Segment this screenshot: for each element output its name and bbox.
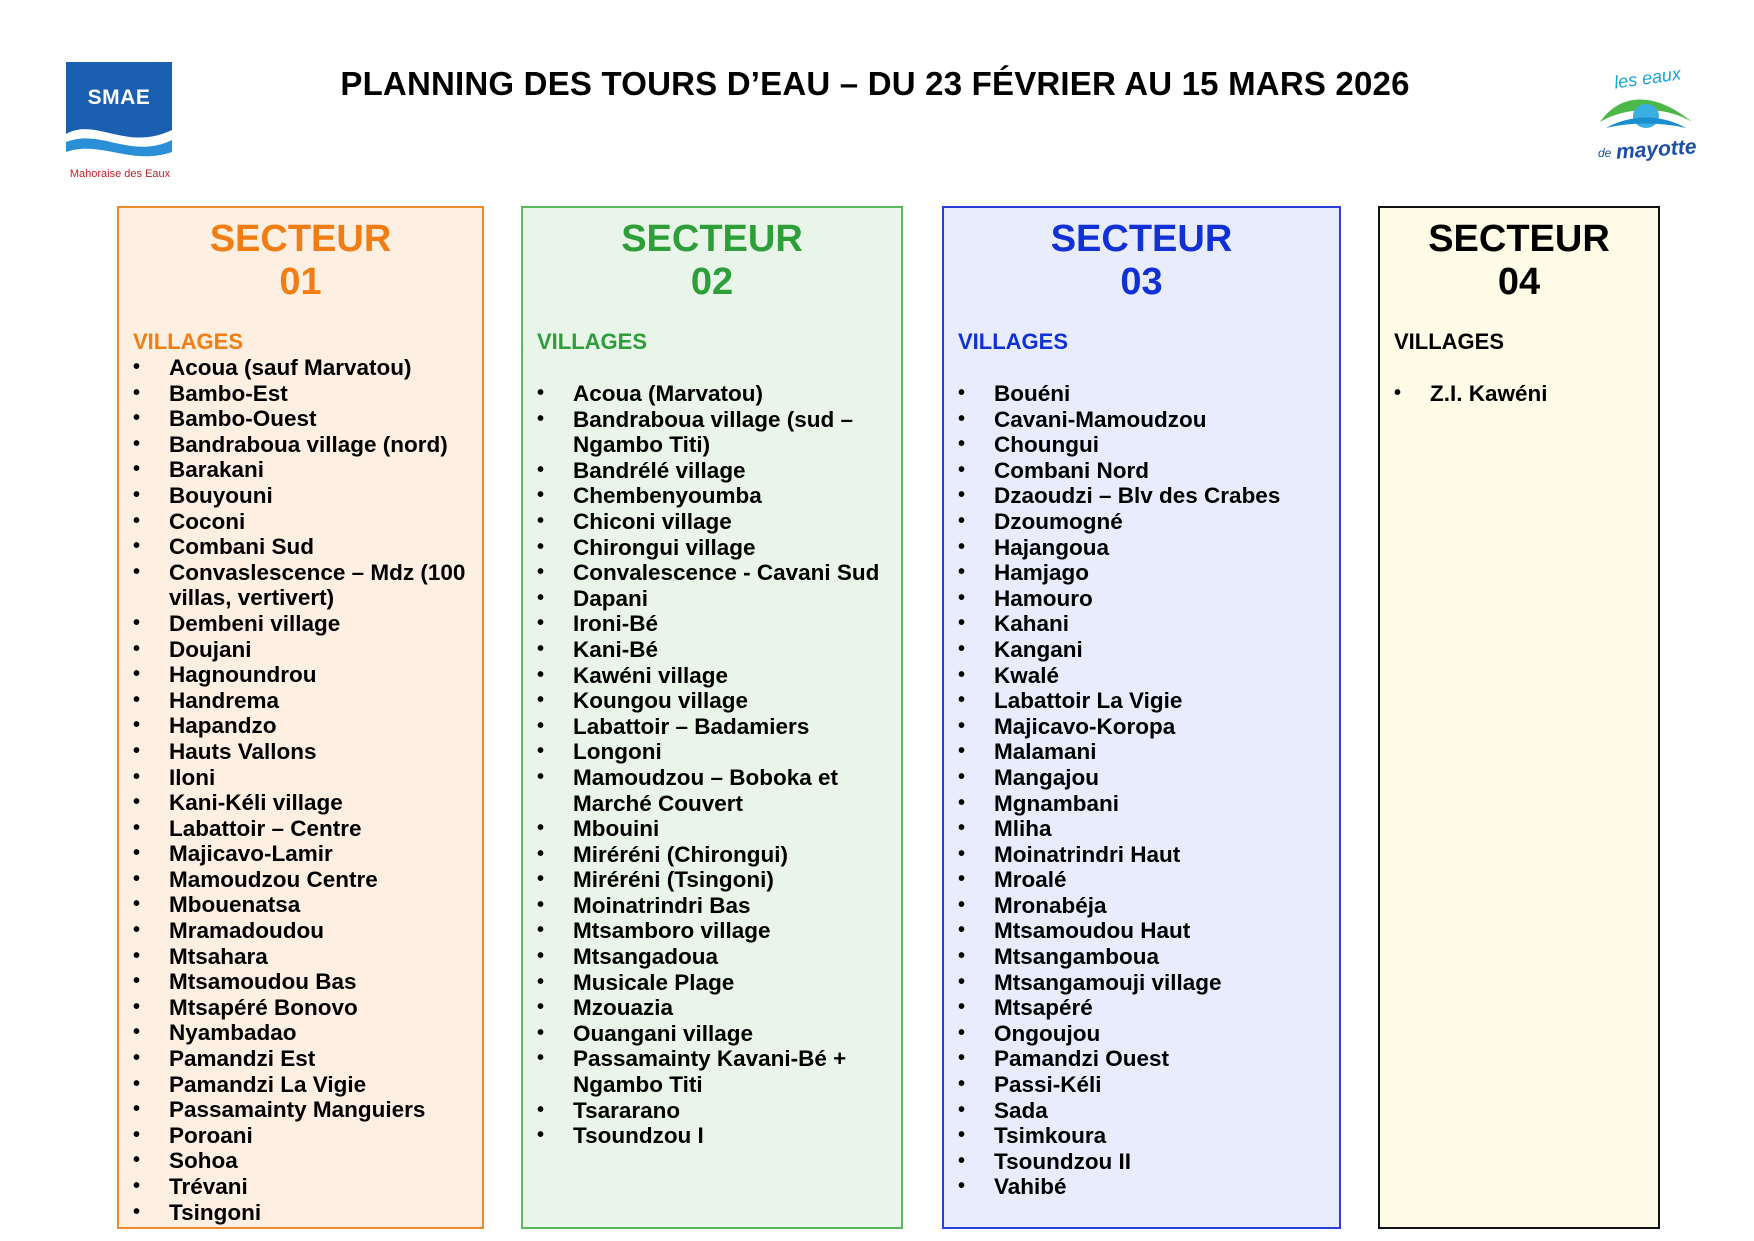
village-list-item: • Tsimkoura <box>944 1123 1339 1149</box>
sector-01-heading <box>119 218 482 304</box>
sector-02-panel <box>521 206 903 1229</box>
village-list-item: • Passi-Kéli <box>944 1072 1339 1098</box>
village-list-item: • Passamainty Kavani-Bé + Ngambo Titi <box>523 1046 901 1097</box>
sector-04-panel <box>1378 206 1660 1229</box>
village-list-item: • Hagnoundrou <box>119 662 482 688</box>
village-list-item: • Hamouro <box>944 586 1339 612</box>
village-list-item: • Tsoundzou II <box>944 1149 1339 1175</box>
village-list-item: • Mtsangamouji village <box>944 970 1339 996</box>
village-list-item: • Bambo-Ouest <box>119 406 482 432</box>
village-list-item: • Trévani <box>119 1174 482 1200</box>
village-list-item: • Moinatrindri Bas <box>523 893 901 919</box>
village-list-item: • Kwalé <box>944 663 1339 689</box>
village-list-item: • Mzouazia <box>523 995 901 1021</box>
wave-drop-icon <box>1596 92 1696 142</box>
mayotte-logo-line1: les eaux <box>1612 63 1683 93</box>
village-list-item: • Coconi <box>119 509 482 535</box>
village-list-item: • Labattoir – Centre <box>119 816 482 842</box>
village-list-item: • Tsararano <box>523 1098 901 1124</box>
village-list-item: • Mtsapéré Bonovo <box>119 995 482 1021</box>
village-list-item: • Acoua (sauf Marvatou) <box>119 355 482 381</box>
village-list-item: • Mtsamboro village <box>523 918 901 944</box>
village-list-item: • Passamainty Manguiers <box>119 1097 482 1123</box>
village-list-item: • Ongoujou <box>944 1021 1339 1047</box>
sector-01-villages-label: VILLAGES <box>133 329 244 354</box>
village-list-item: • Nyambadao <box>119 1020 482 1046</box>
village-list-item: • Bandraboua village (nord) <box>119 432 482 458</box>
village-list-item: • Mtsangamboua <box>944 944 1339 970</box>
village-list-item: • Kahani <box>944 611 1339 637</box>
sector-04-heading <box>1380 218 1658 304</box>
sector-02-villages-label: VILLAGES <box>537 329 648 354</box>
village-list-item: • Tsingoni <box>119 1200 482 1226</box>
village-list-item: • Mtsapéré <box>944 995 1339 1021</box>
village-list-item: • Cavani-Mamoudzou <box>944 407 1339 433</box>
village-list-item: • Choungui <box>944 432 1339 458</box>
village-list-item: • Dembeni village <box>119 611 482 637</box>
village-list-item: • Kawéni village <box>523 663 901 689</box>
village-list-item: • Convaslescence – Mdz (100 villas, vertivert) <box>119 560 482 611</box>
village-list-item: • Doujani <box>119 637 482 663</box>
village-list-item: • Ouangani village <box>523 1021 901 1047</box>
sector-04-number: 04 <box>1497 261 1541 303</box>
village-list-item: • Mtsamoudou Haut <box>944 918 1339 944</box>
village-list-item: • Iloni <box>119 765 482 791</box>
sector-03-heading <box>944 218 1339 304</box>
smae-logo-text: SMAE <box>87 86 151 109</box>
village-list-item: • Z.I. Kawéni <box>1380 381 1658 407</box>
village-list-item: • Mtsamoudou Bas <box>119 969 482 995</box>
village-list-item: • Mronabéja <box>944 893 1339 919</box>
village-list-item: • Combani Sud <box>119 534 482 560</box>
village-list-item: • Mamoudzou – Boboka et Marché Couvert <box>523 765 901 816</box>
sector-03-panel <box>942 206 1341 1229</box>
village-list-item: • Mramadoudou <box>119 918 482 944</box>
village-list-item: • Hapandzo <box>119 713 482 739</box>
mayotte-logo-line2: mayotte <box>1615 135 1698 164</box>
village-list-item: • Pamandzi La Vigie <box>119 1072 482 1098</box>
village-list-item: • Bandraboua village (sud – Ngambo Titi) <box>523 407 901 458</box>
village-list-item: • Kani-Bé <box>523 637 901 663</box>
sector-04-village-list <box>1380 381 1658 407</box>
village-list-item: • Mroalé <box>944 867 1339 893</box>
village-list-item: • Convalescence - Cavani Sud <box>523 560 901 586</box>
sector-04-title: SECTEUR <box>1428 218 1610 260</box>
village-list-item: • Dzoumogné <box>944 509 1339 535</box>
village-list-item: • Koungou village <box>523 688 901 714</box>
village-list-item: • Acoua (Marvatou) <box>523 381 901 407</box>
village-list-item: • Musicale Plage <box>523 970 901 996</box>
village-list-item: • Miréréni (Tsingoni) <box>523 867 901 893</box>
village-list-item: • Bandrélé village <box>523 458 901 484</box>
sector-03-villages-label: VILLAGES <box>958 329 1069 354</box>
village-list-item: • Labattoir – Badamiers <box>523 714 901 740</box>
page-title: PLANNING DES TOURS D’EAU – DU 23 FÉVRIER AU 15 MARS 2026 <box>340 65 1410 102</box>
village-list-item: • Hamjago <box>944 560 1339 586</box>
village-list-item: • Hajangoua <box>944 535 1339 561</box>
smae-logo <box>60 62 180 186</box>
sector-01-title: SECTEUR <box>209 218 392 260</box>
sector-02-heading <box>523 218 901 304</box>
village-list-item: • Sohoa <box>119 1148 482 1174</box>
village-list-item: • Dapani <box>523 586 901 612</box>
village-list-item: • Mgnambani <box>944 791 1339 817</box>
village-list-item: • Bouéni <box>944 381 1339 407</box>
sector-01-panel <box>117 206 484 1229</box>
sector-01-number: 01 <box>279 261 322 303</box>
sector-03-village-list <box>944 381 1339 1200</box>
sector-03-number: 03 <box>1120 261 1163 303</box>
village-list-item: • Chembenyoumba <box>523 483 901 509</box>
village-list-item: • Barakani <box>119 457 482 483</box>
village-list-item: • Poroani <box>119 1123 482 1149</box>
village-list-item: • Mliha <box>944 816 1339 842</box>
village-list-item: • Mbouenatsa <box>119 892 482 918</box>
village-list-item: • Tsoundzou I <box>523 1123 901 1149</box>
village-list-item: • Bambo-Est <box>119 381 482 407</box>
village-list-item: • Majicavo-Lamir <box>119 841 482 867</box>
village-list-item: • Pamandzi Ouest <box>944 1046 1339 1072</box>
village-list-item: • Malamani <box>944 739 1339 765</box>
village-list-item: • Ironi-Bé <box>523 611 901 637</box>
village-list-item: • Handrema <box>119 688 482 714</box>
sector-03-title: SECTEUR <box>1050 218 1233 260</box>
village-list-item: • Mangajou <box>944 765 1339 791</box>
sector-02-number: 02 <box>690 261 734 303</box>
village-list-item: • Longoni <box>523 739 901 765</box>
sector-02-title: SECTEUR <box>621 218 803 260</box>
village-list-item: • Labattoir La Vigie <box>944 688 1339 714</box>
village-list-item: • Chiconi village <box>523 509 901 535</box>
village-list-item: • Vahibé <box>944 1174 1339 1200</box>
village-list-item: • Combani Nord <box>944 458 1339 484</box>
village-list-item: • Moinatrindri Haut <box>944 842 1339 868</box>
mayotte-logo-de: de <box>1598 146 1612 160</box>
sector-02-village-list <box>523 381 901 1149</box>
village-list-item: • Bouyouni <box>119 483 482 509</box>
village-list-item: • Pamandzi Est <box>119 1046 482 1072</box>
village-list-item: • Miréréni (Chirongui) <box>523 842 901 868</box>
village-list-item: • Majicavo-Koropa <box>944 714 1339 740</box>
village-list-item: • Mamoudzou Centre <box>119 867 482 893</box>
village-list-item: • Kangani <box>944 637 1339 663</box>
village-list-item: • Mtsangadoua <box>523 944 901 970</box>
village-list-item: • Dzaoudzi – Blv des Crabes <box>944 483 1339 509</box>
sector-04-villages-label: VILLAGES <box>1394 329 1505 354</box>
eaux-de-mayotte-logo <box>1586 62 1706 172</box>
village-list-item: • Kani-Kéli village <box>119 790 482 816</box>
village-list-item: • Sada <box>944 1098 1339 1124</box>
village-list-item: • Mtsahara <box>119 944 482 970</box>
village-list-item: • Hauts Vallons <box>119 739 482 765</box>
village-list-item: • Mbouini <box>523 816 901 842</box>
village-list-item: • Chirongui village <box>523 535 901 561</box>
smae-logo-subtitle: Mahoraise des Eaux <box>69 168 171 180</box>
sector-01-village-list <box>119 355 482 1225</box>
